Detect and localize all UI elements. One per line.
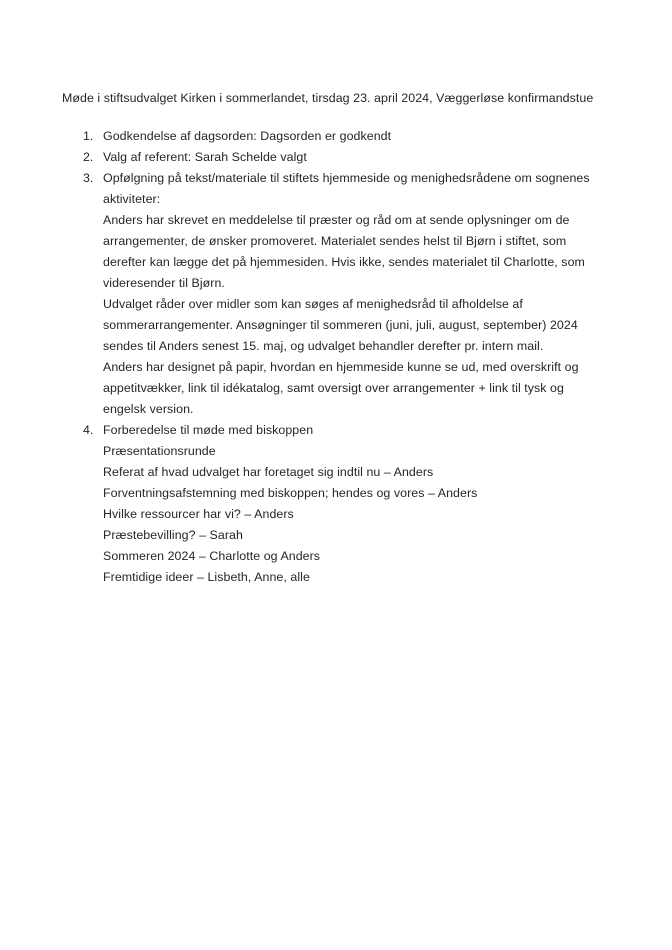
agenda-item-paragraph: Anders har designet på papir, hvordan en hjemmeside kunne se ud, med overskrift og appetitvækker, link til idékatalog, samt oversigt over arrangementer + link til tysk og engelsk version. — [103, 360, 579, 416]
agenda-list — [62, 126, 596, 588]
agenda-sub-line: Forventningsafstemning med biskoppen; hendes og vores – Anders — [103, 486, 478, 500]
agenda-item-number: 4. — [83, 423, 94, 437]
agenda-item-paragraph: Anders har skrevet en meddelelse til præster og råd om at sende oplysninger om de arrangementer, de ønsker promoveret. Materialet sendes helst til Bjørn i stiftet, som derefter kan lægge det på hjemmesiden. Hvis ikke, sendes materialet til Charlotte, som videresender til Bjørn. — [103, 213, 585, 290]
agenda-item-number: 2. — [83, 150, 94, 164]
agenda-item-heading: Valg af referent: Sarah Schelde valgt — [103, 150, 307, 164]
agenda-sub-line: Fremtidige ideer – Lisbeth, Anne, alle — [103, 570, 310, 584]
agenda-item-1 — [62, 126, 596, 147]
agenda-item-number: 1. — [83, 129, 94, 143]
agenda-sub-line: Sommeren 2024 – Charlotte og Anders — [103, 549, 321, 563]
agenda-item-heading: Godkendelse af dagsorden: Dagsorden er godkendt — [103, 129, 392, 143]
agenda-sub-line: Hvilke ressourcer har vi? – Anders — [103, 507, 294, 521]
agenda-sub-line: Præstebevilling? – Sarah — [103, 528, 243, 542]
agenda-item-number: 3. — [83, 171, 94, 185]
agenda-sub-line: Præsentationsrunde — [103, 444, 216, 458]
agenda-item-4 — [62, 420, 596, 588]
agenda-item-heading: Opfølgning på tekst/materiale til stiftets hjemmeside og menighedsrådene om sognenes aktiviteter: — [103, 171, 590, 206]
agenda-item-heading: Forberedelse til møde med biskoppen — [103, 423, 314, 437]
agenda-item-3 — [62, 168, 596, 420]
agenda-item-paragraph: Udvalget råder over midler som kan søges af menighedsråd til afholdelse af sommerarrangementer. Ansøgninger til sommeren (juni, juli, august, september) 2024 sendes til Anders senest 15. maj, og udvalget behandler derefter pr. intern mail. — [103, 297, 578, 353]
agenda-sub-line: Referat af hvad udvalget har foretaget sig indtil nu – Anders — [103, 465, 434, 479]
document-title: Møde i stiftsudvalget Kirken i sommerlandet, tirsdag 23. april 2024, Væggerløse konfirmandstue — [62, 91, 594, 105]
agenda-sub-list — [103, 441, 596, 588]
agenda-item-2 — [62, 147, 596, 168]
document-body — [62, 88, 596, 588]
